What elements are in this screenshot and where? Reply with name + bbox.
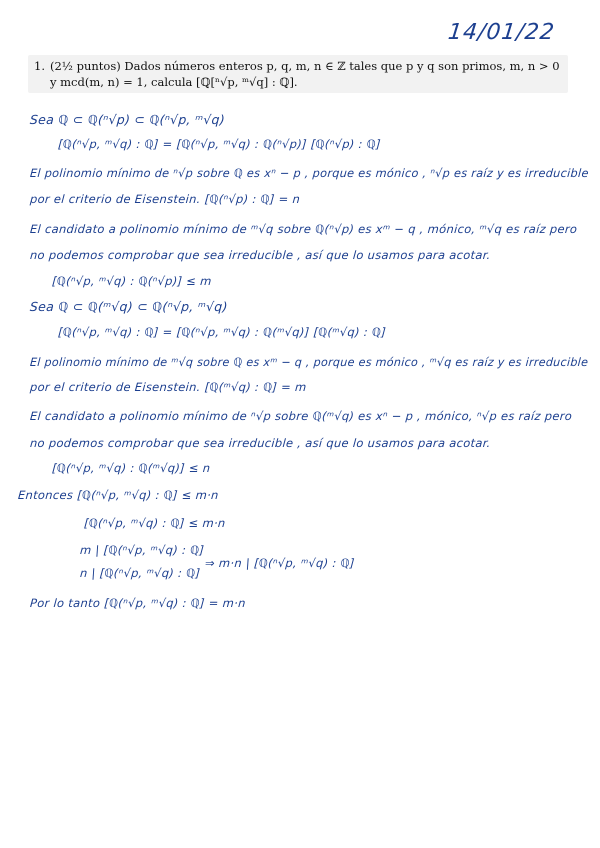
handwritten-line-17: m | [ℚ(ⁿ√p, ᵐ√q) : ℚ] (79, 543, 205, 557)
problem-statement-line-1: (2½ puntos) Dados números enteros p, q, m, n ∈ ℤ tales que p y q son primos, m, n > 0 (50, 59, 560, 73)
handwritten-line-6: no podemos comprobar que sea irreducible , así que lo usamos para acotar. (29, 248, 492, 262)
handwritten-line-8: Sea ℚ ⊂ ℚ(ᵐ√q) ⊂ ℚ(ⁿ√p, ᵐ√q) (29, 299, 229, 314)
handwritten-line-10: El polinomio mínimo de ᵐ√q sobre ℚ es xᵐ − q , porque es mónico , ᵐ√q es raíz y es irreducible (29, 355, 589, 369)
handwritten-line-15: Entonces [ℚ(ⁿ√p, ᵐ√q) : ℚ] ≤ m·n (17, 488, 220, 502)
handwritten-date: 14/01/22 (446, 20, 557, 45)
problem-statement-box (28, 55, 568, 93)
problem-number: 1. (34, 59, 45, 73)
handwritten-line-14: [ℚ(ⁿ√p, ᵐ√q) : ℚ(ᵐ√q)] ≤ n (51, 461, 211, 475)
handwritten-line-7: [ℚ(ⁿ√p, ᵐ√q) : ℚ(ⁿ√p)] ≤ m (51, 274, 213, 288)
handwritten-line-11: por el criterio de Eisenstein. [ℚ(ᵐ√q) : ℚ] = m (29, 380, 308, 394)
handwritten-line-19: ⇒ m·n | [ℚ(ⁿ√p, ᵐ√q) : ℚ] (204, 556, 356, 570)
handwritten-line-3: El polinomio mínimo de ⁿ√p sobre ℚ es xⁿ − p , porque es mónico , ⁿ√p es raíz y es irreducible (29, 166, 590, 180)
handwritten-line-18: n | [ℚ(ⁿ√p, ᵐ√q) : ℚ] (79, 566, 201, 580)
handwritten-line-13: no podemos comprobar que sea irreducible , así que lo usamos para acotar. (29, 436, 492, 450)
problem-statement-line-2: y mcd(m, n) = 1, calcula [ℚ[ⁿ√p, ᵐ√q] : ℚ]. (50, 75, 298, 89)
handwritten-line-5: El candidato a polinomio mínimo de ᵐ√q sobre ℚ(ⁿ√p) es xᵐ − q , mónico, ᵐ√q es raíz pero (29, 222, 578, 236)
handwritten-line-2: [ℚ(ⁿ√p, ᵐ√q) : ℚ] = [ℚ(ⁿ√p, ᵐ√q) : ℚ(ⁿ√p)] [ℚ(ⁿ√p) : ℚ] (57, 137, 382, 151)
handwritten-line-4: por el criterio de Eisenstein. [ℚ(ⁿ√p) : ℚ] = n (29, 192, 301, 206)
handwritten-line-12: El candidato a polinomio mínimo de ⁿ√p sobre ℚ(ᵐ√q) es xⁿ − p , mónico, ⁿ√p es raíz pero (29, 409, 573, 423)
handwritten-line-1: Sea ℚ ⊂ ℚ(ⁿ√p) ⊂ ℚ(ⁿ√p, ᵐ√q) (29, 112, 226, 127)
handwritten-line-20: Por lo tanto [ℚ(ⁿ√p, ᵐ√q) : ℚ] = m·n (29, 596, 247, 610)
handwritten-line-9: [ℚ(ⁿ√p, ᵐ√q) : ℚ] = [ℚ(ⁿ√p, ᵐ√q) : ℚ(ᵐ√q)] [ℚ(ᵐ√q) : ℚ] (57, 325, 387, 339)
handwritten-line-16: [ℚ(ⁿ√p, ᵐ√q) : ℚ] ≤ m·n (83, 516, 227, 530)
